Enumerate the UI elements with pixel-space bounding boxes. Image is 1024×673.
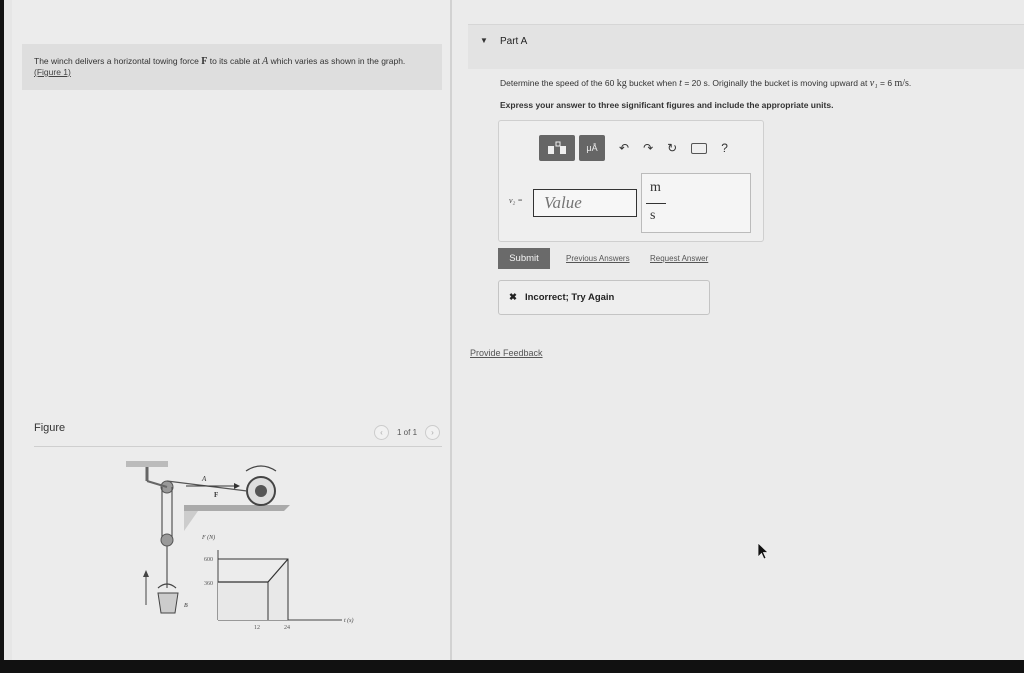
bucket <box>158 593 178 613</box>
part-a-title: Part A <box>500 36 528 47</box>
y-tick-360: 360 <box>204 581 213 587</box>
problem-text: The winch delivers a horizontal towing force <box>34 56 202 66</box>
rotation-arrow <box>246 466 276 471</box>
mouse-cursor-icon <box>757 542 769 560</box>
instruction-text: Express your answer to three significant figures and include the appropriate units. <box>500 100 834 110</box>
submit-button[interactable]: Submit <box>498 248 550 269</box>
right-pane <box>452 0 1024 660</box>
label-a: A <box>202 475 207 483</box>
x-tick-24: 24 <box>284 625 290 631</box>
reset-icon[interactable]: ↻ <box>667 141 678 155</box>
provide-feedback-link[interactable]: Provide Feedback <box>470 348 543 358</box>
templates-button[interactable] <box>539 135 575 161</box>
figure-pager <box>374 425 440 440</box>
ledge-bracket <box>184 511 198 531</box>
figure-divider <box>34 446 442 447</box>
feedback-text: Incorrect; Try Again <box>524 292 615 303</box>
prev-figure-button[interactable]: ‹ <box>374 425 389 440</box>
unit-input[interactable] <box>641 173 751 233</box>
y-tick-600: 600 <box>204 557 213 563</box>
problem-statement <box>22 44 442 90</box>
lower-pulley <box>161 534 173 546</box>
value-input[interactable] <box>533 189 637 217</box>
problem-text: to its cable at <box>207 56 263 66</box>
winch-diagram <box>122 455 362 635</box>
answer-box <box>498 120 764 242</box>
help-icon[interactable]: ? <box>721 141 728 155</box>
collapse-caret-icon[interactable]: ▼ <box>480 36 488 45</box>
screen <box>4 0 1024 660</box>
figure-heading: Figure <box>34 422 66 434</box>
previous-answers-link[interactable]: Previous Answers <box>566 254 630 263</box>
pager-text: 1 of 1 <box>397 428 418 437</box>
ceiling-support <box>126 461 168 467</box>
unit-denominator: s <box>650 208 656 223</box>
keyboard-icon[interactable] <box>691 143 707 154</box>
problem-text: which varies as shown in the graph. <box>268 56 406 66</box>
redo-icon[interactable]: ↷ <box>643 141 654 155</box>
unit-numerator: m <box>650 180 661 195</box>
units-button[interactable]: μÅ <box>579 135 605 161</box>
label-b: B <box>184 603 188 609</box>
next-figure-button[interactable]: › <box>425 425 440 440</box>
unit-fraction-bar <box>646 203 666 204</box>
figure-link[interactable]: (Figure 1) <box>34 67 71 77</box>
y-axis-label: F (N) <box>202 535 216 541</box>
winch-ledge <box>184 505 290 511</box>
templates-icon <box>546 140 568 156</box>
label-f: F <box>214 491 219 499</box>
answer-label: v₂ = <box>509 196 523 205</box>
undo-icon[interactable]: ↶ <box>619 141 630 155</box>
feedback-message <box>498 280 710 315</box>
incorrect-icon: ✖ <box>509 292 517 303</box>
x-tick-12: 12 <box>254 625 260 631</box>
left-pane <box>12 0 450 660</box>
point-symbol: A <box>262 56 269 67</box>
request-answer-link[interactable]: Request Answer <box>650 254 709 263</box>
winch-hub <box>255 485 267 497</box>
math-toolbar <box>539 135 728 161</box>
x-axis-label: t (s) <box>344 618 354 624</box>
question-text: Determine the speed of the 60 kg bucket when t = 20 s. Originally the bucket is moving upward at v₁ = 6 m/s. <box>500 78 912 89</box>
part-a-header[interactable] <box>468 24 1024 69</box>
force-symbol: F <box>201 56 208 67</box>
force-area <box>218 559 288 620</box>
